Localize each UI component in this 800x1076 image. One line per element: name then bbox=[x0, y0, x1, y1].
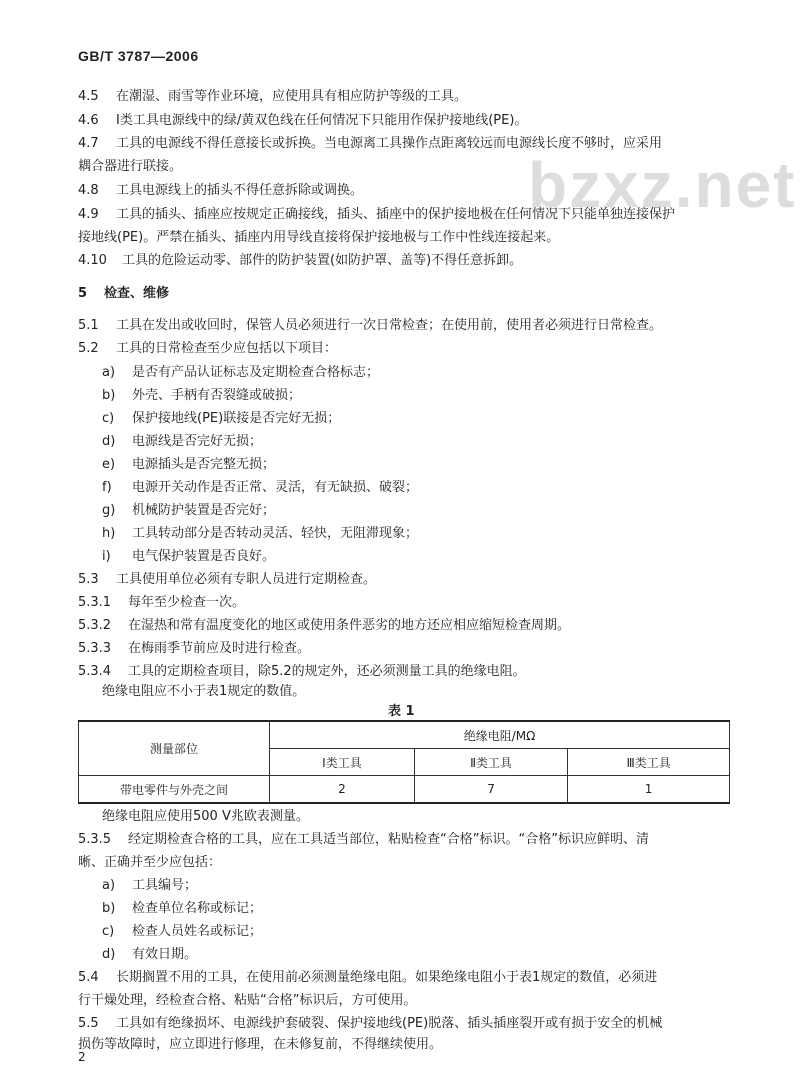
clause-text: 损伤等故障时，应立即进行修理，在未修复前，不得继续使用。 bbox=[78, 1037, 443, 1052]
section-number: 5 bbox=[78, 286, 88, 301]
item-text: 工具编号； bbox=[132, 878, 198, 893]
clause-text: 绝缘电阻应不小于表1规定的数值。 bbox=[102, 684, 306, 699]
clause-number: 5.3.1 bbox=[78, 595, 112, 610]
table-cell-class-3: 1 bbox=[568, 776, 730, 804]
clause-5-3-2 bbox=[78, 617, 570, 635]
table-row-label: 带电零件与外壳之间 bbox=[79, 776, 270, 804]
table-header-group: 绝缘电阻/MΩ bbox=[270, 721, 730, 749]
item-letter: b) bbox=[102, 901, 116, 916]
item-text: 检查单位名称或标记； bbox=[132, 901, 263, 916]
list2-item-c bbox=[102, 923, 262, 941]
clause-5-4 bbox=[78, 969, 657, 987]
list-item-f bbox=[102, 479, 418, 497]
clause-text: 工具电源线上的插头不得任意拆除或调换。 bbox=[116, 183, 364, 198]
list2-item-d bbox=[102, 946, 197, 964]
clause-5-5 bbox=[78, 1015, 662, 1033]
clause-5-3-4-cont bbox=[102, 683, 305, 701]
list-item-b bbox=[102, 387, 301, 405]
clause-text: 在湿热和常有温度变化的地区或使用条件恶劣的地方还应相应缩短检查周期。 bbox=[128, 618, 571, 633]
item-text: 有效日期。 bbox=[132, 947, 198, 962]
clause-4-9-cont bbox=[78, 229, 559, 247]
item-text: 机械防护装置是否完好； bbox=[132, 503, 276, 518]
clause-5-3-4 bbox=[78, 663, 526, 681]
section-5-title bbox=[78, 285, 169, 303]
clause-number: 5.4 bbox=[78, 970, 99, 985]
item-letter: f) bbox=[102, 480, 112, 495]
item-letter: i) bbox=[102, 549, 111, 564]
table-note bbox=[102, 808, 309, 826]
item-text: 是否有产品认证标志及定期检查合格标志； bbox=[132, 365, 380, 380]
item-text: 检查人员姓名或标记； bbox=[132, 924, 263, 939]
insulation-resistance-table bbox=[78, 720, 730, 804]
clause-5-4-cont bbox=[78, 992, 416, 1010]
table-header-class-3: Ⅲ类工具 bbox=[568, 749, 730, 776]
item-text: 电源开关动作是否正常、灵活，有无缺损、破裂； bbox=[132, 480, 419, 495]
clause-4-10 bbox=[78, 252, 522, 270]
watermark: bzxz.net bbox=[528, 149, 797, 221]
clause-text: 长期搁置不用的工具，在使用前必须测量绝缘电阻。如果绝缘电阻小于表1规定的数值，必须进 bbox=[116, 970, 658, 985]
list-item-h bbox=[102, 525, 418, 543]
clause-number: 4.5 bbox=[78, 89, 99, 104]
clause-text: 在潮湿、雨雪等作业环境，应使用具有相应防护等级的工具。 bbox=[116, 89, 468, 104]
clause-number: 5.3.2 bbox=[78, 618, 112, 633]
clause-text: 工具使用单位必须有专职人员进行定期检查。 bbox=[116, 572, 377, 587]
clause-number: 5.5 bbox=[78, 1016, 99, 1031]
item-letter: g) bbox=[102, 503, 116, 518]
clause-number: 5.3 bbox=[78, 572, 99, 587]
table-header-measure-position: 测量部位 bbox=[79, 721, 270, 776]
item-letter: d) bbox=[102, 947, 116, 962]
clause-text: 工具的危险运动零、部件的防护装置(如防护罩、盖等)不得任意拆卸。 bbox=[122, 253, 523, 268]
table-cell-class-2: 7 bbox=[414, 776, 567, 804]
list-item-i bbox=[102, 548, 275, 566]
item-letter: d) bbox=[102, 434, 116, 449]
page-number: 2 bbox=[78, 1050, 86, 1064]
item-letter: a) bbox=[102, 878, 116, 893]
clause-4-8 bbox=[78, 182, 363, 200]
clause-text: 工具的电源线不得任意接长或拆换。当电源离工具操作点距离较远而电源线长度不够时，应采用 bbox=[116, 136, 663, 151]
clause-4-7 bbox=[78, 135, 662, 153]
item-text: 电源插头是否完整无损； bbox=[132, 457, 276, 472]
clause-4-7-cont bbox=[78, 158, 182, 176]
clause-text: 在梅雨季节前应及时进行检查。 bbox=[128, 641, 311, 656]
item-letter: e) bbox=[102, 457, 116, 472]
list2-item-a bbox=[102, 877, 197, 895]
clause-number: 4.7 bbox=[78, 136, 99, 151]
list-item-e bbox=[102, 456, 275, 474]
list2-item-b bbox=[102, 900, 262, 918]
item-letter: a) bbox=[102, 365, 116, 380]
clause-text: 工具在发出或收回时，保管人员必须进行一次日常检查；在使用前，使用者必须进行日常检查。 bbox=[116, 318, 663, 333]
clause-text: 经定期检查合格的工具，应在工具适当部位，粘贴检查“合格”标识。“合格”标识应鲜明、清 bbox=[128, 832, 649, 847]
clause-number: 4.8 bbox=[78, 183, 99, 198]
table-header-class-1: Ⅰ类工具 bbox=[270, 749, 415, 776]
clause-4-5 bbox=[78, 88, 467, 106]
item-letter: h) bbox=[102, 526, 116, 541]
clause-text: 工具如有绝缘损坏、电源线护套破裂、保护接地线(PE)脱落、插头插座裂开或有损于安全的机械 bbox=[116, 1016, 663, 1031]
section-title: 检查、维修 bbox=[104, 286, 170, 301]
item-text: 保护接地线(PE)联接是否完好无损； bbox=[132, 411, 341, 426]
item-letter: c) bbox=[102, 411, 115, 426]
clause-text: 工具的插头、插座应按规定正确接线，插头、插座中的保护接地极在任何情况下只能单独连接保护 bbox=[116, 207, 676, 222]
table-header-class-2: Ⅱ类工具 bbox=[414, 749, 567, 776]
item-text: 工具转动部分是否转动灵活、轻快，无阻滞现象； bbox=[132, 526, 419, 541]
clause-5-3-5 bbox=[78, 831, 649, 849]
item-letter: c) bbox=[102, 924, 115, 939]
clause-text: 每年至少检查一次。 bbox=[128, 595, 246, 610]
clause-number: 5.1 bbox=[78, 318, 99, 333]
clause-number: 4.6 bbox=[78, 113, 99, 128]
list-item-d bbox=[102, 433, 262, 451]
clause-text: Ⅰ类工具电源线中的绿/黄双色线在任何情况下只能用作保护接地线(PE)。 bbox=[116, 113, 528, 128]
clause-text: 耦合器进行联接。 bbox=[78, 159, 183, 174]
clause-5-2 bbox=[78, 340, 337, 358]
clause-5-1 bbox=[78, 317, 662, 335]
clause-number: 5.3.3 bbox=[78, 641, 112, 656]
clause-number: 5.3.4 bbox=[78, 664, 112, 679]
clause-text: 工具的日常检查至少应包括以下项目： bbox=[116, 341, 338, 356]
list-item-g bbox=[102, 502, 275, 520]
item-letter: b) bbox=[102, 388, 116, 403]
item-text: 电气保护装置是否良好。 bbox=[132, 549, 276, 564]
clause-number: 4.10 bbox=[78, 253, 107, 268]
clause-number: 5.3.5 bbox=[78, 832, 112, 847]
clause-5-3-1 bbox=[78, 594, 245, 612]
clause-number: 5.2 bbox=[78, 341, 99, 356]
clause-5-3-5-cont bbox=[78, 854, 221, 872]
standard-code: GB/T 3787—2006 bbox=[78, 48, 199, 64]
clause-number: 4.9 bbox=[78, 207, 99, 222]
table-caption: 表 1 bbox=[388, 704, 415, 719]
item-text: 电源线是否完好无损； bbox=[132, 434, 263, 449]
note-text: 绝缘电阻应使用500 V兆欧表测量。 bbox=[102, 809, 309, 824]
list-item-a bbox=[102, 364, 379, 382]
clause-5-3-3 bbox=[78, 640, 310, 658]
clause-5-3 bbox=[78, 571, 376, 589]
clause-text: 接地线(PE)。严禁在插头、插座内用导线直接将保护接地极与工作中性线连接起来。 bbox=[78, 230, 560, 245]
clause-text: 工具的定期检查项目，除5.2的规定外，还必须测量工具的绝缘电阻。 bbox=[128, 664, 526, 679]
table-cell-class-1: 2 bbox=[270, 776, 415, 804]
item-text: 外壳、手柄有否裂缝或破损； bbox=[132, 388, 302, 403]
clause-4-9 bbox=[78, 206, 675, 224]
table-row bbox=[79, 776, 730, 804]
clause-text: 晰、正确并至少应包括： bbox=[78, 855, 222, 870]
clause-text: 行干燥处理，经检查合格、粘贴“合格”标识后，方可使用。 bbox=[78, 993, 417, 1008]
clause-4-6 bbox=[78, 112, 527, 130]
clause-5-5-cont bbox=[78, 1036, 442, 1054]
list-item-c bbox=[102, 410, 340, 428]
